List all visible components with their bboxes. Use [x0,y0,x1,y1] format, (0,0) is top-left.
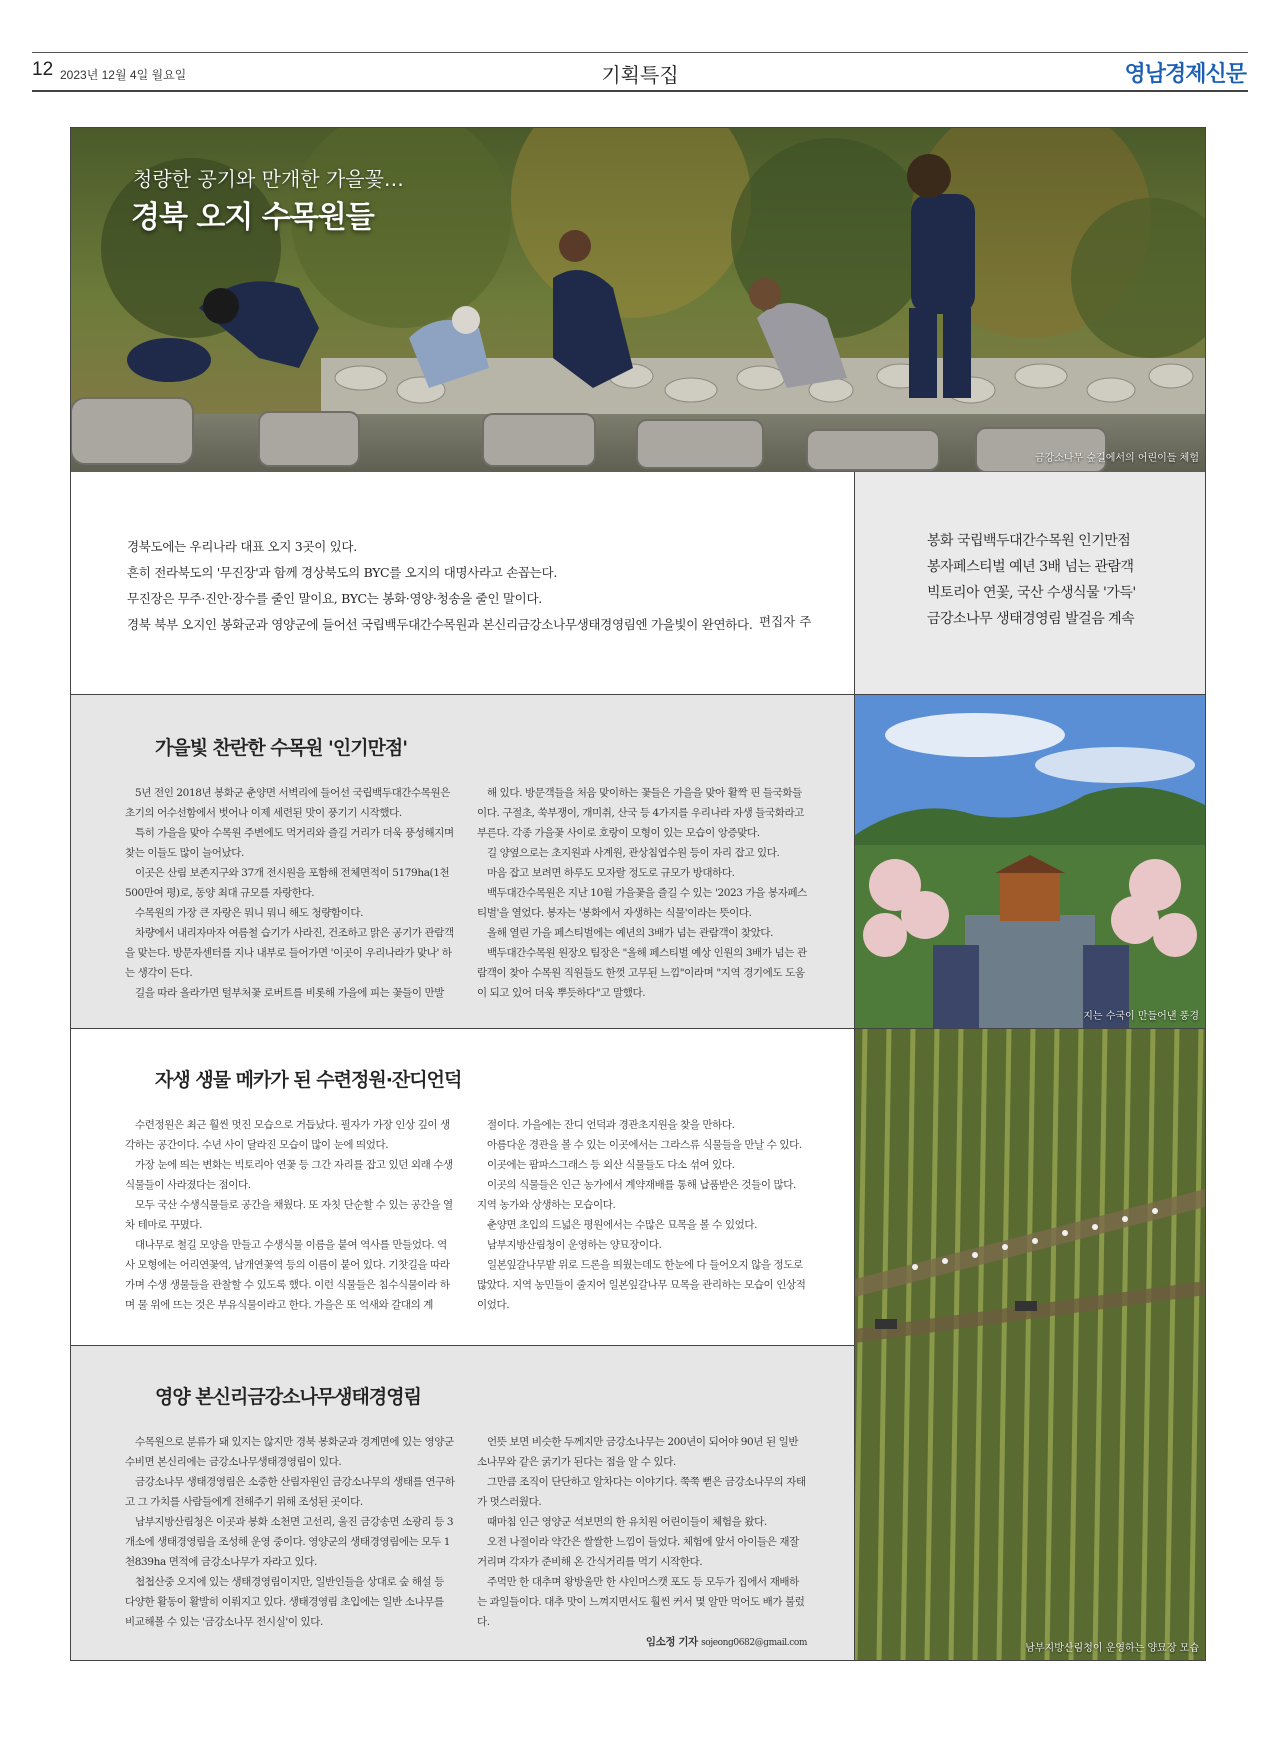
paragraph: 수련정원은 최근 훨씬 멋진 모습으로 거듭났다. 필자가 가장 인상 깊이 생각하는 공간이다. 수년 사이 달라진 모습이 많이 눈에 띄었다. [125,1119,450,1151]
paragraph: 춘양면 초입의 드넓은 평원에서는 수많은 묘목을 볼 수 있었다. [487,1219,758,1231]
paragraph: 수목원의 가장 큰 자랑은 뭐니 뭐니 해도 청량함이다. [135,907,364,919]
paragraph: 이곳은 산림 보존지구와 37개 전시원을 포함해 전체면적이 5179ha(1천500만여 평)로, 동양 최대 규모를 자랑한다. [125,867,450,899]
feature-frame [70,127,1206,1661]
subheadline-box [855,472,1205,695]
paragraph: 금강소나무 생태경영림은 소중한 산림자원인 금강소나무의 생태를 연구하고 그 가치를 사람들에게 전해주기 위해 조성된 곳이다. [125,1476,455,1508]
article-column-right [477,1115,807,1315]
hero-photo-caption: 금강소나무 숲길에서의 어린이들 체험 [1034,453,1199,464]
article-column-left [125,1432,455,1632]
issue-date: 2023년 12월 4일 월요일 [60,68,187,82]
paragraph: 길 양옆으로는 초지원과 사계원, 관상침엽수원 등이 자리 잡고 있다. [487,847,780,859]
paragraph: 일본잎갈나무밭 위로 드론을 띄웠는데도 한눈에 다 들어오지 않을 정도로 많았다. 지역 농민들이 줄지어 일본잎갈나무 묘목을 관리하는 모습이 인상적이었다. [477,1259,806,1311]
paragraph: 길을 따라 올라가면 털부처꽃 로버트를 비롯해 가을에 피는 꽃들이 만발 [135,987,444,999]
editor-note [71,472,855,695]
subheadline: 봉화 국립백두대간수목원 인기만점 [927,533,1131,549]
paragraph: 가장 눈에 띄는 변화는 빅토리아 연꽃 등 그간 자리를 잡고 있던 외래 수생식물들이 사라졌다는 점이다. [125,1159,453,1191]
section-title: 가을빛 찬란한 수목원 '인기만점' [155,737,408,759]
paragraph: 대나무로 철길 모양을 만들고 수생식물 이름을 붙여 역사를 만들었다. 역사 모형에는 어리연꽃역, 남개연꽃역 등의 이름이 붙어 있다. 기찻길을 따라가며 수생 생물들을 관찰할 수 있도록 했다. 이런 식물들은 침수식물이라 하며 물 위에 뜨는 것은 부유식물이라고 한다. 가을은 또 억새와 갈대의 계 [125,1239,450,1311]
paragraph: 백두대간수목원은 지난 10월 가을꽃을 즐길 수 있는 '2023 가을 봉자페스티벌'을 열었다. 봉자는 '봉화에서 자생하는 식물'이라는 뜻이다. [477,887,807,919]
hero-photo [71,128,1205,472]
paragraph: 첩첩산중 오지에 있는 생태경영림이지만, 일반인들을 상대로 숲 해설 등 다양한 활동이 활발히 이뤄지고 있다. 생태경영림 초입에는 일반 소나무를 비교해볼 수 있는 '금강소나무 전시실'이 있다. [125,1576,444,1628]
paragraph: 주먹만 한 대추며 왕방울만 한 샤인머스캣 포도 등 모두가 집에서 재배하는 과일들이다. 대추 맛이 느껴지면서도 훨씬 커서 몇 알만 먹어도 배가 불렀다. [477,1576,805,1628]
article-column-left [125,783,455,1003]
hydrangea-garden-illustration [855,695,1205,1029]
paragraph: 해 있다. 방문객들을 처음 맞이하는 꽃들은 가을을 맞아 활짝 핀 들국화들이다. 구절초, 쑥부쟁이, 개미취, 산국 등 4가지를 우리나라 자생 들국화라고 부른다. 각종 가을꽃 사이로 호랑이 모형이 있는 모습이 앙증맞다. [477,787,805,839]
paragraph: 오전 나절이라 약간은 쌀쌀한 느낌이 들었다. 체험에 앞서 아이들은 재잘거리며 각자가 준비해 온 간식거리를 먹기 시작한다. [477,1536,799,1568]
garden-photo-caption: 지는 수국이 만들어낸 풍경 [1083,1011,1199,1022]
paragraph: 이곳에는 팜파스그래스 등 외산 식물들도 다소 섞여 있다. [487,1159,735,1171]
paragraph: 그만큼 조직이 단단하고 알차다는 이야기다. 쭉쭉 뻗은 금강소나무의 자태가 멋스러웠다. [477,1476,806,1508]
article-column-left [125,1115,455,1315]
editor-note-line: 경북 북부 오지인 봉화군과 영양군에 들어선 국립백두대간수목원과 본신리금강소나무생태경영림엔 가을빛이 완연하다. [127,617,753,632]
paragraph: 남부지방산림청은 이곳과 봉화 소천면 고선리, 울진 금강송면 소광리 등 3개소에 생태경영림을 조성해 운영 중이다. 영양군의 생태경영림에는 모두 1천839ha 면적에 금강소나무가 자라고 있다. [125,1516,454,1568]
page-header [32,52,1248,92]
seedling-field-illustration [855,1029,1205,1660]
article-section-water-garden [71,1029,855,1346]
paragraph: 마음 잡고 보려면 하루도 모자랄 정도로 규모가 방대하다. [487,867,735,879]
editor-note-line: 무진장은 무주·진안·장수를 줄인 말이요, BYC는 봉화·영양·청송을 줄인 말이다. [127,591,542,606]
paragraph: 이곳의 식물들은 인근 농가에서 계약재배를 통해 납품받은 것들이 많다. 지역 농가와 상생하는 모습이다. [477,1179,796,1211]
subheadline: 빅토리아 연꽃, 국산 수생식물 '가득' [927,585,1136,601]
section-title: 자생 생물 메카가 된 수련정원·잔디언덕 [155,1069,462,1091]
section-title: 영양 본신리금강소나무생태경영림 [155,1386,421,1408]
article-section-pine-forest [71,1346,855,1660]
paragraph: 언뜻 보면 비슷한 두께지만 금강소나무는 200년이 되어야 90년 된 일반 소나무와 같은 굵기가 된다는 점을 알 수 있다. [477,1436,799,1468]
article-column-right [477,1432,807,1653]
nursery-aerial-photo [855,1029,1205,1660]
paragraph: 남부지방산림청이 운영하는 양묘장이다. [487,1239,662,1251]
hero-kicker: 청량한 공기와 만개한 가을꽃… [133,167,404,191]
section-name: 기획특집 [601,63,679,87]
reporter-email: sojeong0682@gmail.com [701,1638,807,1648]
paragraph: 특히 가을을 맞아 수목원 주변에도 먹거리와 즐길 거리가 더욱 풍성해지며 찾는 이들도 많이 늘어났다. [125,827,454,859]
subheadline: 봉자페스티벌 예년 3배 넘는 관람객 [927,559,1134,575]
paragraph: 절이다. 가을에는 잔디 언덕과 경관초지원을 찾을 만하다. [487,1119,735,1131]
reporter-name: 임소정 기자 [645,1636,698,1648]
headline: 경북 오지 수목원들 [131,200,374,235]
editor-note-sign: 편집자 주 [759,614,812,629]
paragraph: 아름다운 경관을 볼 수 있는 이곳에서는 그라스류 식물들을 만날 수 있다. [487,1139,802,1151]
subheadline: 금강소나무 생태경영림 발걸음 계속 [927,611,1135,627]
editor-note-line: 흔히 전라북도의 '무진장'과 함께 경상북도의 BYC를 오지의 대명사라고 손꼽는다. [127,565,558,580]
newspaper-logo: 영남경제신문 [1124,62,1246,87]
article-section-arboretum [71,695,855,1029]
paragraph: 수목원으로 분류가 돼 있지는 않지만 경북 봉화군과 경계면에 있는 영양군 수비면 본신리에는 금강소나무생태경영림이 있다. [125,1436,454,1468]
nursery-photo-caption: 남부지방산림청이 운영하는 양묘장 모습 [1025,1643,1199,1654]
byline [477,1632,807,1653]
paragraph: 모두 국산 수생식물들로 공간을 채웠다. 또 자칫 단순할 수 있는 공간을 열차 테마로 꾸몄다. [125,1199,453,1231]
editor-note-line: 경북도에는 우리나라 대표 오지 3곳이 있다. [127,539,357,554]
page-number: 12 [32,59,54,80]
paragraph: 올해 열린 가을 페스티벌에는 예년의 3배가 넘는 관람객이 찾았다. [487,927,774,939]
paragraph: 백두대간수목원 원장오 팀장은 "올해 페스티벌 예상 인원의 3배가 넘는 관람객이 찾아 수목원 직원들도 한껏 고무된 느낌"이라며 "지역 경기에도 도움이 되고 있어 더욱 뿌듯하다"고 말했다. [477,947,807,999]
article-column-right [477,783,807,1003]
paragraph: 차량에서 내리자마자 여름철 습기가 사라진, 건조하고 맑은 공기가 관람객을 맞는다. 방문자센터를 지나 내부로 들어가면 '이곳이 우리나라가 맞나' 하는 생각이 든다. [125,927,454,979]
paragraph: 5년 전인 2018년 봉화군 춘양면 서벽리에 들어선 국립백두대간수목원은 초기의 어수선함에서 벗어나 이제 세련된 맛이 풍기기 시작했다. [125,787,451,819]
paragraph: 때마침 인근 영양군 석보면의 한 유치원 어린이들이 체험을 왔다. [487,1516,767,1528]
garden-photo [855,695,1205,1029]
